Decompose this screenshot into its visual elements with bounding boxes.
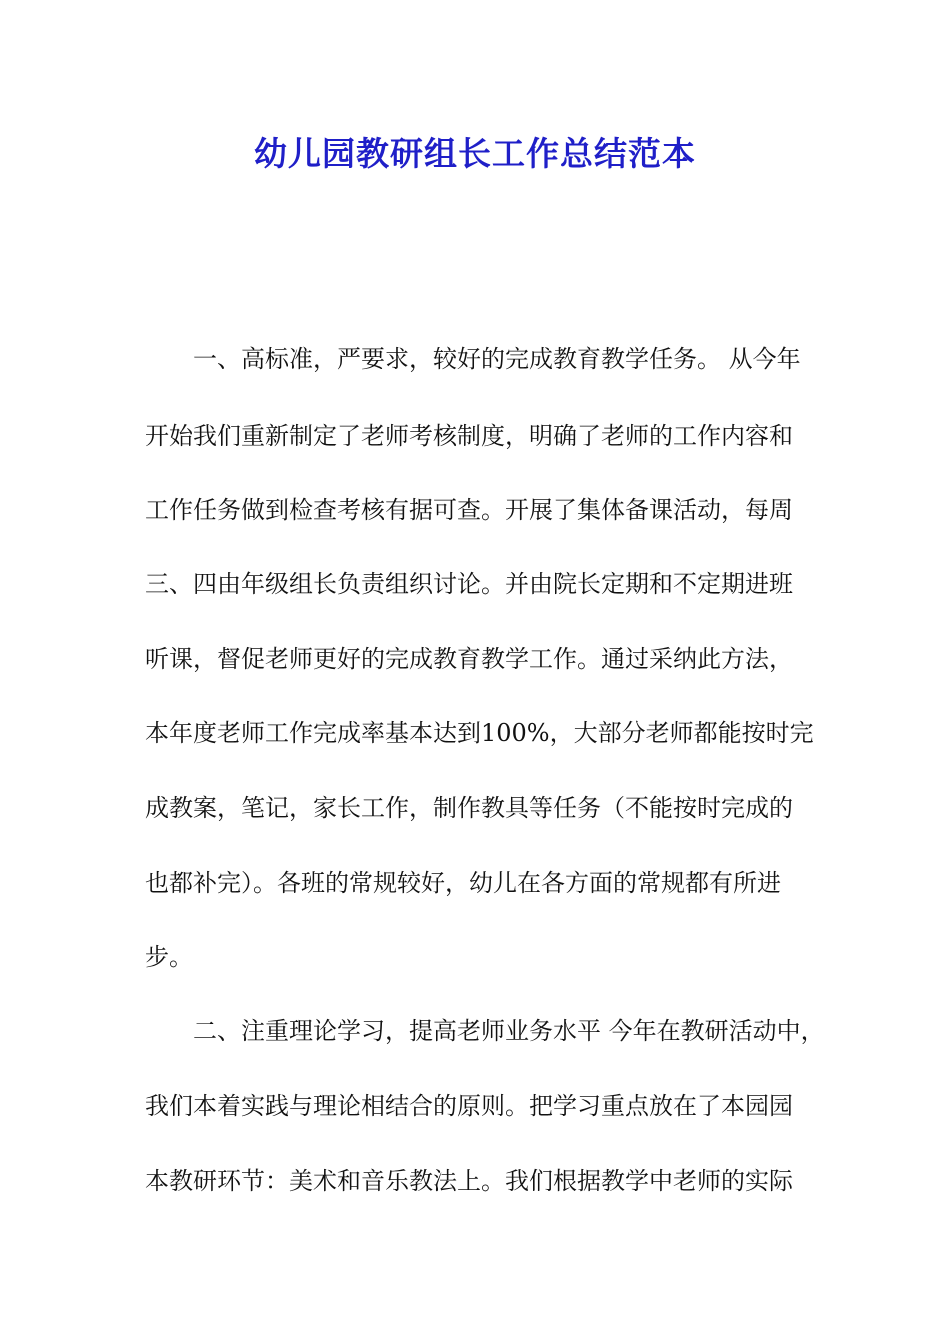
paragraph-1-line-8: 也都补完）。各班的常规较好，幼儿在各方面的常规都有所进: [145, 869, 781, 897]
paragraph-1-line-6: 本年度老师工作完成率基本达到100%，大部分老师都能按时完: [145, 719, 814, 747]
document-title: 幼儿园教研组长工作总结范本: [254, 134, 696, 173]
paragraph-2-line-2: 我们本着实践与理论相结合的原则。把学习重点放在了本园园: [145, 1092, 793, 1120]
paragraph-1-line-3: 工作任务做到检查考核有据可查。开展了集体备课活动，每周: [145, 496, 793, 524]
paragraph-1-line-4: 三、四由年级组长负责组织讨论。并由院长定期和不定期进班: [145, 570, 793, 598]
paragraph-1-line-2: 开始我们重新制定了老师考核制度，明确了老师的工作内容和: [145, 422, 793, 450]
paragraph-2-line-1: 二、注重理论学习，提高老师业务水平 今年在教研活动中，: [193, 1017, 825, 1045]
paragraph-1-line-9: 步。: [145, 943, 193, 971]
paragraph-1-line-1: 一、高标准，严要求，较好的完成教育教学任务。 从今年: [193, 345, 801, 373]
paragraph-1-line-7: 成教案，笔记，家长工作，制作教具等任务（不能按时完成的: [145, 794, 793, 822]
paragraph-2-line-3: 本教研环节：美术和音乐教法上。我们根据教学中老师的实际: [145, 1167, 793, 1195]
paragraph-1-line-5: 听课，督促老师更好的完成教育教学工作。通过采纳此方法，: [145, 645, 793, 673]
